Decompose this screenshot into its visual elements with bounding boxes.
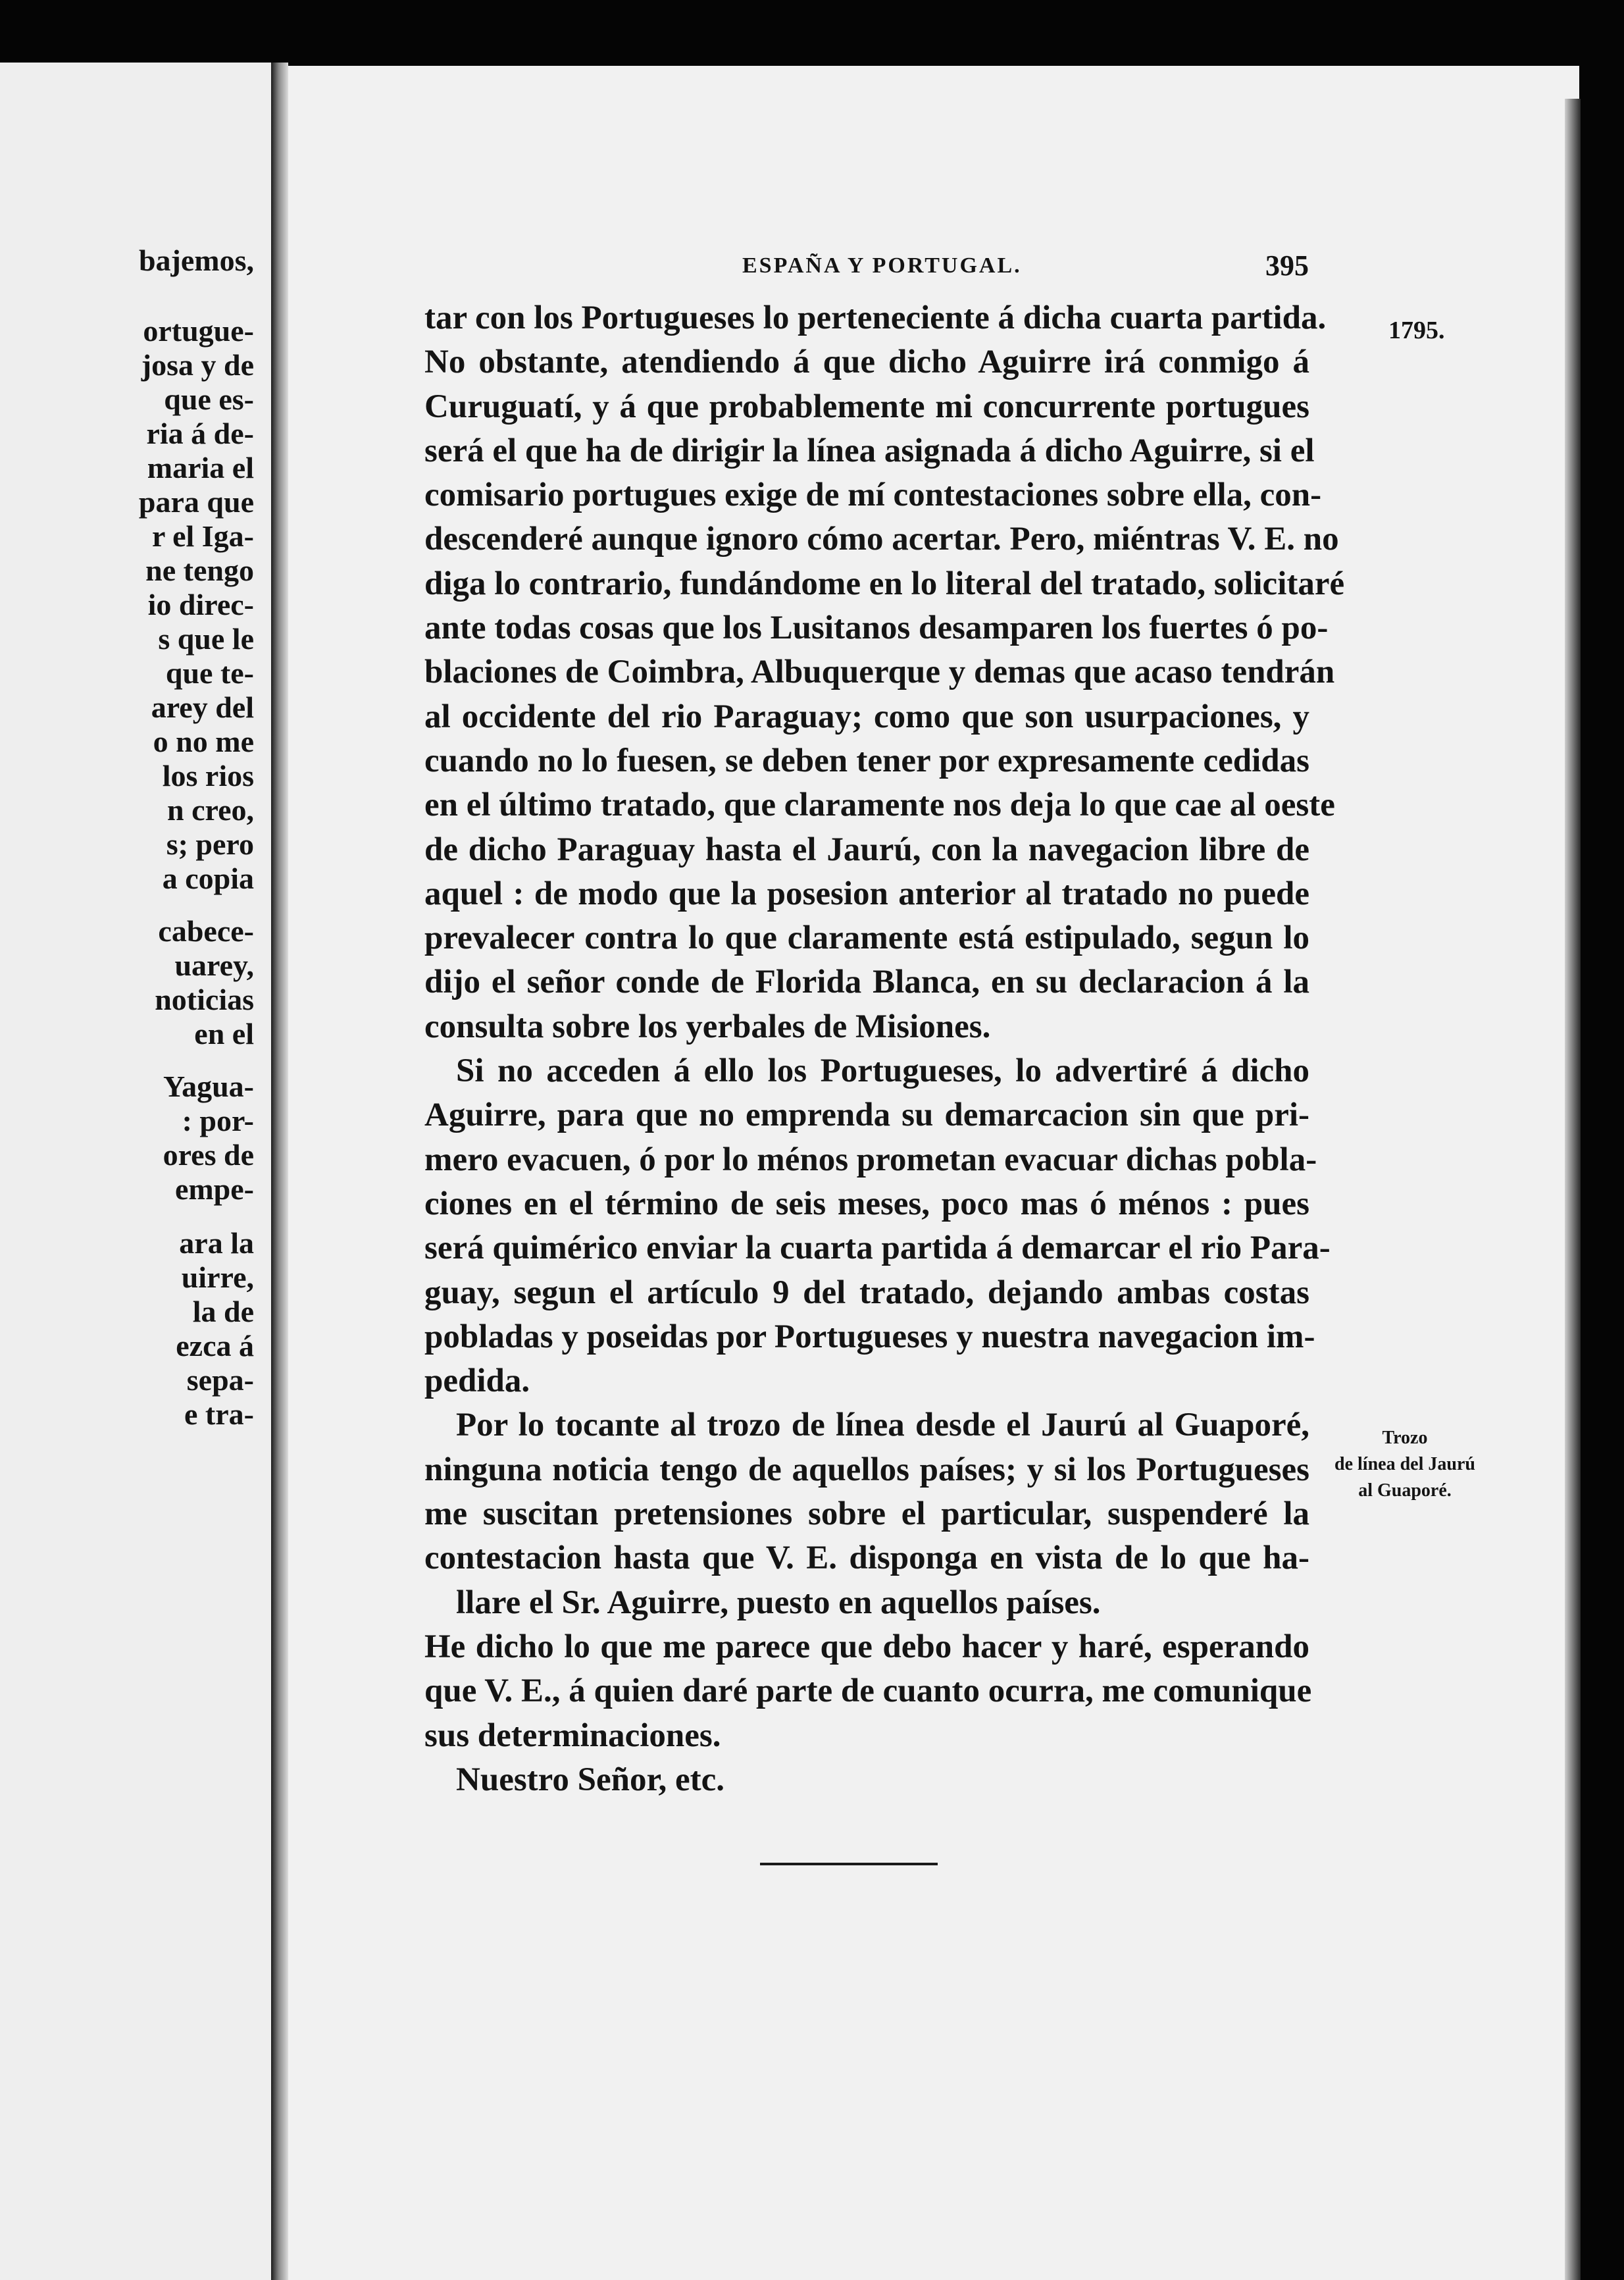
text-line: cuando no lo fuesen, se deben tener por expresamente cedidas: [424, 742, 1309, 779]
text-line: Si no acceden á ello los Portugueses, lo advertiré á dicho: [456, 1052, 1309, 1090]
page-number: 395: [1265, 249, 1309, 282]
closing-rule: [760, 1863, 938, 1865]
text-line: será el que ha de dirigir la línea asignada á dicho Aguirre, si el: [424, 432, 1315, 469]
left-page-fragment: s; pero: [166, 827, 254, 861]
text-line: Aguirre, para que no emprenda su demarcacion sin que pri-: [424, 1097, 1309, 1134]
left-page-fragment: io direc-: [147, 588, 254, 621]
margin-note-line: Trozo: [1382, 1428, 1428, 1448]
text-line: consulta sobre los yerbales de Misiones.: [424, 1008, 991, 1045]
text-line: guay, segun el artículo 9 del tratado, dejando ambas costas: [424, 1274, 1309, 1311]
left-page-fragment: bajemos,: [138, 244, 254, 277]
text-line: diga lo contrario, fundándome en lo literal del tratado, solicitaré: [424, 565, 1345, 602]
text-line: dijo el señor conde de Florida Blanca, en su declaracion á la: [424, 964, 1309, 1001]
left-page-fragment: n creo,: [166, 793, 254, 827]
left-page-fragment: e tra-: [184, 1397, 254, 1431]
margin-year: 1795.: [1388, 317, 1445, 344]
left-page-fragment: s que le: [158, 622, 254, 656]
left-page: [0, 63, 271, 2280]
left-page-fragment: ne tengo: [145, 554, 254, 587]
text-line: al occidente del rio Paraguay; como que son usurpaciones, y: [424, 698, 1309, 735]
text-line: Nuestro Señor, etc.: [456, 1761, 724, 1798]
left-page-fragment: ria á de-: [146, 417, 254, 450]
margin-note-line: de línea del Jaurú: [1334, 1454, 1475, 1474]
text-line: que V. E., á quien daré parte de cuanto ocurra, me comunique: [424, 1672, 1312, 1710]
text-line: ciones en el término de seis meses, poco mas ó ménos : pues: [424, 1185, 1309, 1222]
left-page-fragment: o no me: [153, 725, 254, 758]
text-line: ante todas cosas que los Lusitanos desamparen los fuertes ó po-: [424, 609, 1329, 647]
text-line: ninguna noticia tengo de aquellos países; y si los Portugueses: [424, 1451, 1309, 1488]
text-line: de dicho Paraguay hasta el Jaurú, con la navegacion libre de: [424, 831, 1309, 868]
running-head: ESPAÑA Y PORTUGAL.: [742, 253, 1022, 278]
left-page-fragment: que es-: [164, 382, 254, 416]
text-line: será quimérico enviar la cuarta partida á demarcar el rio Para-: [424, 1230, 1331, 1267]
left-page-fragment: sepa-: [186, 1363, 254, 1397]
text-line: en el último tratado, que claramente nos deja lo que cae al oeste: [424, 787, 1335, 824]
text-line: No obstante, atendiendo á que dicho Aguirre irá conmigo á: [424, 344, 1309, 381]
left-page-fragment: uirre,: [181, 1260, 254, 1294]
left-page-fragment: arey del: [151, 690, 254, 724]
left-page-fragment: josa y de: [141, 348, 254, 382]
book-gutter: [271, 63, 288, 2280]
text-line: aquel : de modo que la posesion anterior al tratado no puede: [424, 875, 1309, 912]
left-page-fragment: noticias: [155, 983, 254, 1016]
left-page-fragment: empe-: [174, 1172, 254, 1206]
text-line: Curuguatí, y á que probablemente mi concurrente portugues: [424, 388, 1309, 425]
left-page-fragment: uarey,: [174, 948, 254, 982]
left-page-fragment: ortugue-: [143, 314, 254, 348]
left-page-fragment: ezca á: [176, 1329, 254, 1362]
left-page-fragment: para que: [138, 485, 254, 519]
text-line: llare el Sr. Aguirre, puesto en aquellos países.: [456, 1584, 1101, 1621]
left-page-fragment: que te-: [165, 656, 254, 690]
text-line: Por lo tocante al trozo de línea desde el Jaurú al Guaporé,: [456, 1407, 1309, 1444]
left-page-fragment: cabece-: [158, 914, 254, 948]
left-page-fragment: ara la: [179, 1226, 254, 1260]
text-line: mero evacuen, ó por lo ménos prometan evacuar dichas pobla-: [424, 1141, 1317, 1178]
text-line: me suscitan pretensiones sobre el particular, suspenderé la: [424, 1495, 1309, 1533]
text-line: sus determinaciones.: [424, 1717, 721, 1754]
left-page-fragment: r el Iga-: [151, 519, 254, 553]
text-line: tar con los Portugueses lo perteneciente á dicha cuarta partida.: [424, 299, 1327, 336]
body-text: [424, 296, 1345, 1802]
left-page-fragment: maria el: [147, 451, 254, 484]
page-edge: [1565, 99, 1581, 2280]
text-line: contestacion hasta que V. E. disponga en vista de lo que ha-: [424, 1540, 1309, 1577]
left-page-fragment: la de: [192, 1295, 254, 1328]
text-line: prevalecer contra lo que claramente está estipulado, segun lo: [424, 920, 1309, 957]
left-page-fragment: a copia: [162, 862, 254, 895]
left-page-fragment: los rios: [162, 759, 254, 792]
text-line: pobladas y poseidas por Portugueses y nuestra navegacion im-: [424, 1318, 1315, 1355]
text-line: He dicho lo que me parece que debo hacer y haré, esperando: [424, 1628, 1309, 1665]
margin-note-line: al Guaporé.: [1358, 1480, 1452, 1501]
left-page-fragment: : por-: [182, 1104, 254, 1137]
left-page-fragment: en el: [194, 1017, 254, 1050]
text-line: comisario portugues exige de mí contestaciones sobre ella, con-: [424, 477, 1322, 514]
text-line: pedida.: [424, 1362, 530, 1400]
text-line: blaciones de Coimbra, Albuquerque y demas que acaso tendrán: [424, 654, 1335, 691]
left-page-fragment: ores de: [163, 1138, 254, 1172]
margin-note: [1323, 1425, 1487, 1504]
text-line: descenderé aunque ignoro cómo acertar. Pero, miéntras V. E. no: [424, 521, 1339, 558]
left-page-fragment: Yagua-: [163, 1070, 254, 1103]
